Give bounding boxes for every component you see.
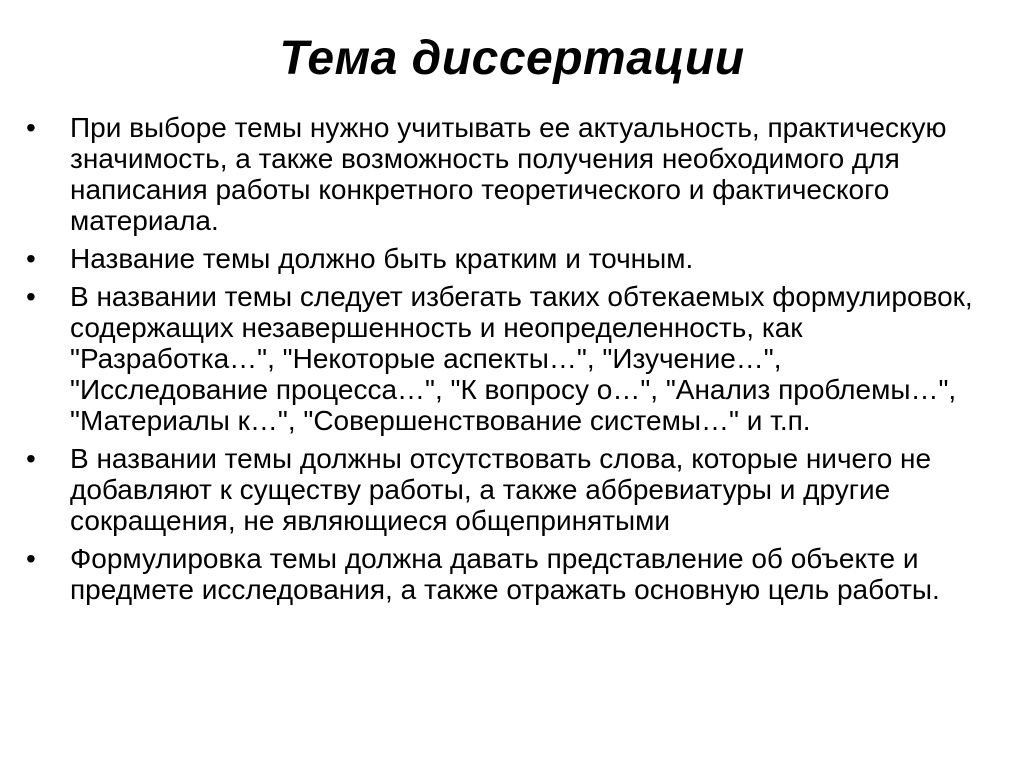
bullet-item [26, 243, 986, 274]
bullet-point-icon: • [26, 443, 36, 474]
bullet-text: В названии темы должны отсутствовать слова, которые ничего не добавляют к существу работы, а также аббревиатуры и другие сокращения, не являющиеся общепринятыми [70, 443, 932, 536]
bullet-text: В названии темы следует избегать таких обтекаемых формулировок, содержащих незавершенность и неопределенность, как "Разработка…", "Некоторые аспекты…", "Изучение…", "Исследование процесса…", "К вопросу о…", "Анализ проблемы…", "Материалы к…", "Совершенствование системы…" и т.п. [70, 281, 973, 436]
slide-title: Тема диссертации [279, 32, 745, 85]
bullet-text: Название темы должно быть кратким и точным. [70, 243, 694, 274]
bullet-point-icon: • [26, 112, 36, 143]
bullet-list [26, 112, 986, 612]
bullet-point-icon: • [26, 281, 36, 312]
bullet-item [26, 112, 986, 236]
bullet-item [26, 281, 986, 436]
bullet-item [26, 443, 986, 536]
bullet-item [26, 543, 986, 605]
bullet-text: При выборе темы нужно учитывать ее актуальность, практическую значимость, а также возможность получения необходимого для написания работы конкретного теоретического и фактического материала. [70, 112, 947, 236]
bullet-point-icon: • [26, 243, 36, 274]
bullet-text: Формулировка темы должна давать представление об объекте и предмете исследования, а также отражать основную цель работы. [70, 543, 940, 605]
bullet-point-icon: • [26, 543, 36, 574]
